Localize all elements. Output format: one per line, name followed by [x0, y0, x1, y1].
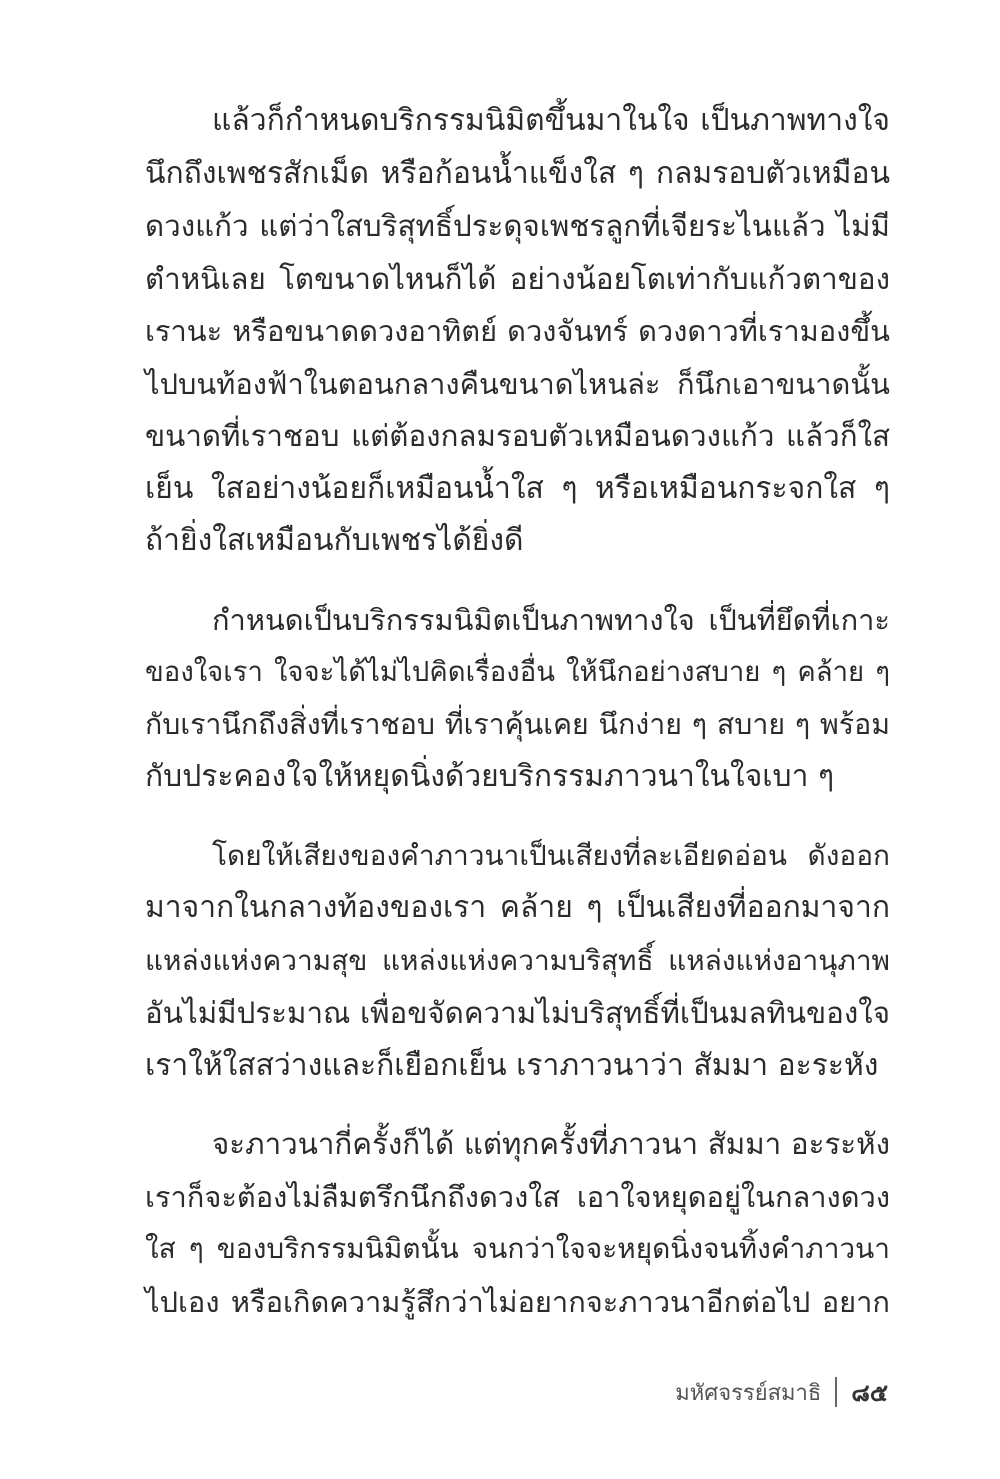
paragraph-1	[145, 95, 890, 568]
text-line: แล้วก็กำหนดบริกรรมนิมิตขึ้นมาในใจ เป็นภาพทางใจ	[212, 103, 890, 138]
text-line: เราให้ใสสว่างและก็เยือกเย็น เราภาวนาว่า สัมมา อะระหัง	[145, 1047, 879, 1083]
text-line: นึกถึงเพชรสักเม็ด หรือก้อนน้ำแข็งใส ๆ กลมรอบตัวเหมือน	[145, 155, 890, 191]
text-line: กับเรานึกถึงสิ่งที่เราชอบ ที่เราคุ้นเคย นึกง่าย ๆ สบาย ๆ พร้อม	[145, 707, 890, 741]
text-line: โดยให้เสียงของคำภาวนาเป็นเสียงที่ละเอียดอ่อน ดังออก	[212, 838, 890, 872]
text-line: ตำหนิเลย โตขนาดไหนก็ได้ อย่างน้อยโตเท่ากับแก้วตาของ	[145, 261, 890, 296]
text-line: มาจากในกลางท้องของเรา คล้าย ๆ เป็นเสียงที่ออกมาจาก	[145, 890, 890, 925]
text-line: แหล่งแห่งความสุข แหล่งแห่งความบริสุทธิ์ แหล่งแห่งอานุภาพ	[145, 943, 890, 977]
book-title: มหัศจรรย์สมาธิ	[675, 1380, 822, 1406]
body-text	[145, 95, 890, 1354]
text-line: อันไม่มีประมาณ เพื่อขจัดความไม่บริสุทธิ์ที่เป็นมลทินของใจ	[145, 996, 890, 1030]
text-line: เราก็จะต้องไม่ลืมตรึกนึกถึงดวงใส เอาใจหยุดอยู่ในกลางดวง	[145, 1179, 890, 1214]
text-line: ไปบนท้องฟ้าในตอนกลางคืนขนาดไหนล่ะ ก็นึกเอาขนาดนั้น	[145, 366, 890, 401]
text-line: กำหนดเป็นบริกรรมนิมิตเป็นภาพทางใจ เป็นที่ยึดที่เกาะ	[212, 602, 890, 637]
paragraph-4	[145, 1118, 890, 1328]
text-line: ขนาดที่เราชอบ แต่ต้องกลมรอบตัวเหมือนดวงแก้ว แล้วก็ใส	[145, 419, 890, 453]
text-line: เย็น ใสอย่างน้อยก็เหมือนน้ำใส ๆ หรือเหมือนกระจกใส ๆ	[145, 470, 890, 506]
text-line: ถ้ายิ่งใสเหมือนกับเพชรได้ยิ่งดี	[145, 523, 524, 558]
text-line: ของใจเรา ใจจะได้ไม่ไปคิดเรื่องอื่น ให้นึกอย่างสบาย ๆ คล้าย ๆ	[145, 656, 890, 688]
text-line: เรานะ หรือขนาดดวงอาทิตย์ ดวงจันทร์ ดวงดาวที่เรามองขึ้น	[145, 314, 890, 348]
text-line: กับประคองใจให้หยุดนิ่งด้วยบริกรรมภาวนาในใจเบา ๆ	[145, 759, 835, 794]
text-line: ใส ๆ ของบริกรรมนิมิตนั้น จนกว่าใจจะหยุดนิ่งจนทิ้งคำภาวนา	[145, 1232, 890, 1265]
text-line: ไปเอง หรือเกิดความรู้สึกว่าไม่อยากจะภาวนาอีกต่อไป อยาก	[145, 1284, 890, 1319]
text-line: จะภาวนากี่ครั้งก็ได้ แต่ทุกครั้งที่ภาวนา สัมมา อะระหัง	[212, 1127, 890, 1161]
text-line: ดวงแก้ว แต่ว่าใสบริสุทธิ์ประดุจเพชรลูกที่เจียระไนแล้ว ไม่มี	[145, 209, 890, 243]
page-footer	[675, 1372, 888, 1412]
paragraph-2	[145, 594, 890, 804]
paragraph-3	[145, 830, 890, 1093]
page-number: ๘๕	[851, 1378, 888, 1407]
footer-divider	[835, 1377, 837, 1407]
